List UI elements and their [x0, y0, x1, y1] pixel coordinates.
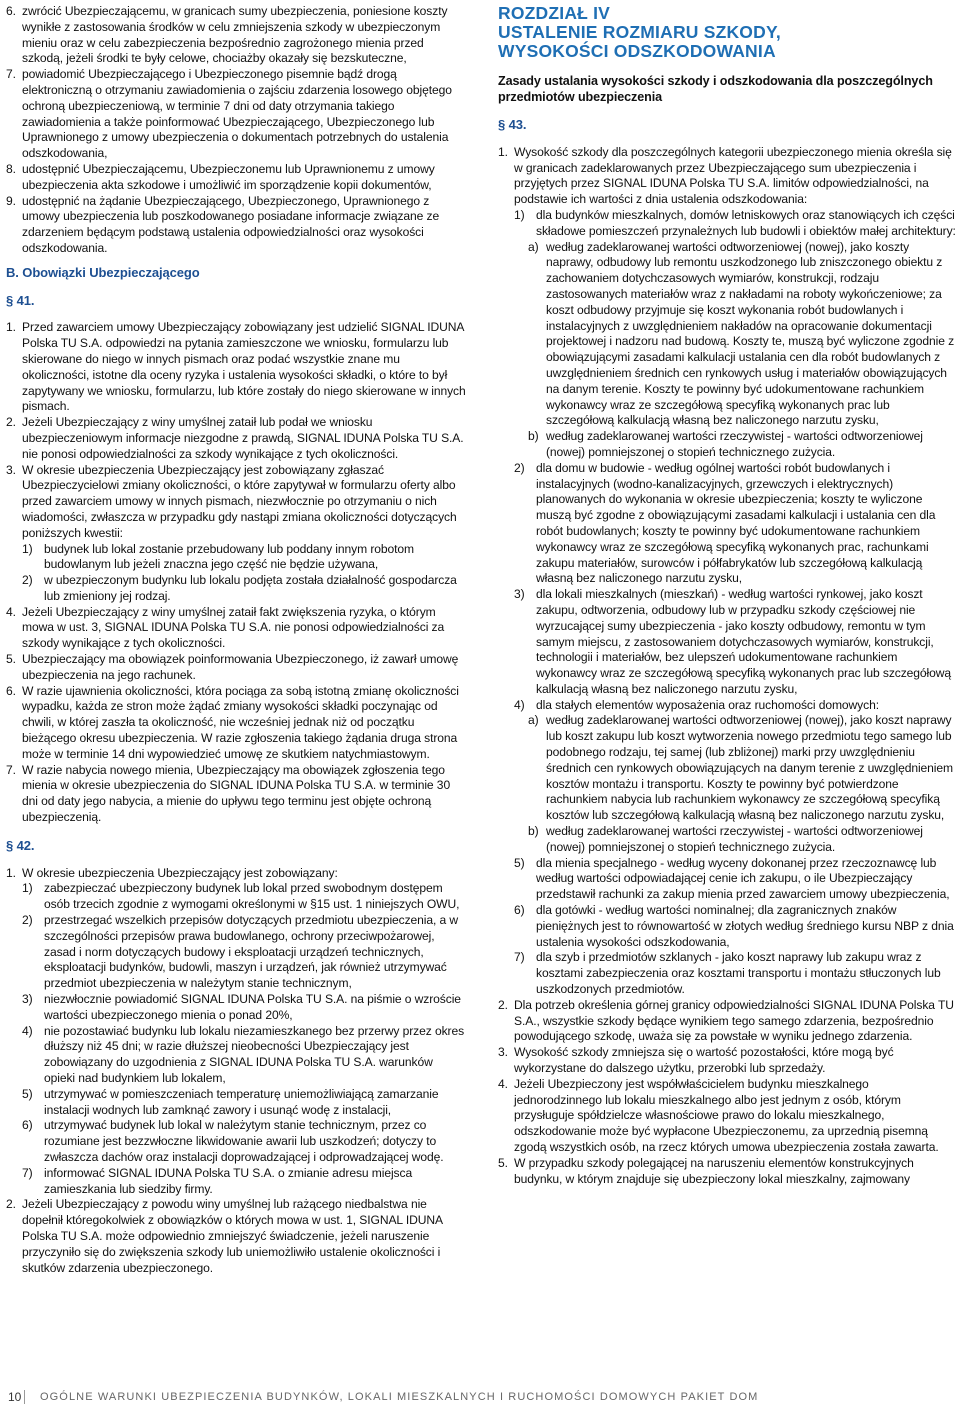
list-item: 4. Jeżeli Ubezpieczający z winy umyślnej zataił fakt zwiększenia ryzyka, o którym mowa w ust. 3, SIGNAL IDUNA Polska TU S.A. nie ponosi odpowiedzialności za szkody wynikające z tych okoliczności. [6, 604, 445, 651]
sub-list-item: 1) budynek lub lokal zostanie przebudowany lub poddany innym robotom budowlanym lub jeżeli znaczna jego część nie będzie używana, [22, 541, 414, 572]
list-item: 7. W razie nabycia nowego mienia, Ubezpieczający ma obowiązek zgłoszenia tego mienia w okresie ubezpieczenia do SIGNAL IDUNA Polska TU S.A. w terminie 30 dni od daty jego nabycia, a mienie do upływu tego terminu jest objęte ochroną ubezpieczenią. [6, 762, 451, 825]
sub-list-item: 7) dla szyb i przedmiotów szklanych - jako koszt naprawy lub zakupu wraz z kosztami zabezpieczenia oraz kosztami transportu i montażu stłuczonych lub uszkodzonych przedmiotów. [514, 950, 941, 997]
section-heading: B. Obowiązki Ubezpieczającego [6, 264, 200, 280]
list-item: 1. Przed zawarciem umowy Ubezpieczający zobowiązany jest udzielić SIGNAL IDUNA Polska TU S.A. odpowiedzi na pytania zamieszczone we wniosku, formularzu lub skierowane do niego w innych pismach oraz podać wszystkie znane mu okoliczności, istotne dla oceny ryzyka i ustalenia wysokości składki, o które to był zapytywany we wniosku, formularzu, lub które zostały do niego skierowane w innych pismach. [6, 320, 466, 414]
list-item: 4. Jeżeli Ubezpieczony jest współwłaścicielem budynku mieszkalnego jednorodzinnego lub lokalu mieszkalnego albo jest jednym z osób, którym przysługuje spółdzielcze własnościowe prawo do lokalu mieszkalnego, odszkodowanie może być wypłacone Ubezpieczonemu, za uprzednią pisemną zgodą wszystkich osób, na rzecz których umowa ubezpieczenia została zawarta. [498, 1076, 939, 1154]
paragraph-mark: § 41. [6, 292, 35, 308]
list-item: 5. Ubezpieczający ma obowiązek poinformowania Ubezpieczonego, iż zawarł umowę ubezpieczenia na jego rachunek. [6, 652, 459, 682]
sub-sub-list-item: b) według zadeklarowanej wartości rzeczywistej - wartości odtworzeniowej (nowej) pomniejszonej o stopień technicznego zużycia. [528, 824, 923, 854]
sub-list-item: 3) niezwłocznie powiadomić SIGNAL IDUNA Polska TU S.A. na piśmie o wzroście wartości ubezpieczonego mienia o ponad 20%, [22, 992, 461, 1022]
section-subheading: Zasady ustalania wysokości szkody i odszkodowania dla poszczególnych przedmiotów ubezpieczenia [498, 74, 933, 104]
sub-list-item: 4) dla stałych elementów wyposażenia oraz ruchomości domowych: [514, 697, 879, 712]
sub-list-item: 5) dla mienia specjalnego - według wyceny dokonanej przez rzeczoznawcę lub według wartości odpowiadającej cenie ich zakupu, o ile Ubezpieczający przedstawił rachunki za zakup mienia przed zawarciem umowy ubezpieczenia, [514, 855, 950, 902]
sub-list-item: 7) informować SIGNAL IDUNA Polska TU S.A. o zmianie adresu miejsca zamieszkania lub siedziby firmy. [22, 1165, 413, 1196]
page-number: 10 [8, 1390, 22, 1404]
sub-list-item: 5) utrzymywać w pomieszczeniach temperaturę uniemożliwiającą zamarzanie instalacji wodnych lub zamknąć zawory i usunąć wodę z instalacji, [22, 1086, 439, 1117]
list-item: 9. udostępnić na żądanie Ubezpieczającego, Ubezpieczonego, Uprawnionego z umowy ubezpieczenia lub poszkodowanego posiadane informacje związane ze zdarzeniem będącym podstawą ustalenia odpowiedzialności oraz wysokości odszkodowania. [6, 193, 440, 255]
sub-list-item: 2) dla domu w budowie - według ogólnej wartości robót budowlanych i instalacyjnych (wodno-kanalizacyjnych, grzewczych i elektrycznych) planowanych do wykonania w okresie ubezpieczenia; koszty te wyliczone muszą być zgodne z obowiązującymi zasadami kalkulacji i ustalania cen dla robót budowlanych; koszty te powinny być udokumentowane rachunkiem wykonawcy wraz ze szczegółową specyfiką wykonanych prac, rachunkami zakupu materiałów, surowców i półfabrykatów lub szczegółową kalkulacją własną bez naliczonego narzutu zysku, [514, 460, 936, 586]
sub-list-item: 6) utrzymywać budynek lub lokal w należytym stanie technicznym, przez co rozumiane jest bezzwłoczne likwidowanie awarii lub uszkodzeń; dotyczy to zwłaszcza dachów oraz instalacji doprowadzającej i odprowadzającej wodę. [22, 1118, 444, 1164]
sub-list-item: 3) dla lokali mieszkalnych (mieszkań) - według wartości rynkowej, jako koszt zakupu, odtworzenia, odbudowy lub w przypadku szkody częściowej nie wyrzucającej sumy ubezpieczenia - jako koszty odbudowy, remontu w tym samym miejscu, z zastosowaniem dotychczasowych wymiarów, konstrukcji, technologii i materiałów, bez ulepszeń udokumentowane rachunkiem wykonawcy wraz ze szczegółową specyfiką wykonanych prac lub szczegółową kalkulacją własną bez naliczonego narzutu zysku, [514, 587, 952, 696]
sub-list-item: 2) przestrzegać wszelkich przepisów dotyczących przedmiotu ubezpieczenia, a w szczególności przepisów prawa budowlanego, ochrony przeciwpożarowej, zasad i norm dotyczących budowy i eksploatacji urządzeń technicznych, eksploatacji budynków, budowli, maszyn i urządzeń, jak również utrzymywać przedmiot ubezpieczenia w należytym stanie technicznym, [22, 913, 459, 991]
list-item: 6. zwrócić Ubezpieczającemu, w granicach sumy ubezpieczenia, poniesione koszty wynikłe z zastosowania środków w celu zmniejszenia szkody w ubezpieczonym mieniu oraz w celu zabezpieczenia bezpośrednio zagrożonego mienia przed szkodą, jeżeli środki te były celowe, chociażby okazały się bezskuteczne, [6, 4, 448, 66]
list-item: 1. Wysokość szkody dla poszczególnych kategorii ubezpieczonego mienia określa się w granicach zadeklarowanych przez Ubezpieczającego sum ubezpieczenia i przyjętych przez SIGNAL IDUNA Polska TU S.A. limitów odpowiedzialności, na podstawie ich wartości z dnia ustalenia odszkodowania: [498, 144, 952, 207]
paragraph-mark: § 42. [6, 837, 35, 853]
list-item: 3. W okresie ubezpieczenia Ubezpieczający jest zobowiązany zgłaszać Ubezpieczycielowi zmiany okoliczności, o które zapytywał w formularzu oferty albo przed zawarciem umowy w innych pismach, niezwłocznie po otrzymaniu o nich wiadomości, zwłaszcza w przypadku gdy nastąpi zmiana okoliczności dotyczących poniższych kwestii: [6, 462, 457, 540]
sub-sub-list-item: b) według zadeklarowanej wartości rzeczywistej - wartości odtworzeniowej (nowej) pomniejszonej o stopień technicznego zużycia. [528, 429, 923, 459]
paragraph-mark: § 43. [498, 117, 527, 132]
sub-sub-list-item: a) według zadeklarowanej wartości odtworzeniowej (nowej), jako koszty naprawy, odbudowy lub remontu uszkodzonego lub zniszczonego obiektu z zachowaniem dotychczasowych wymiarów, konstrukcji, rodzaju zastosowanych materiałów wraz z nakładami na roboty wykończeniowe; za koszt odbudowy przyjmuje się koszt wykonania robót budowlanych i instalacyjnych z uwzględnieniem nakładów na opracowanie dokumentacji projektowej i nadzoru nad budową. Koszty te, muszą być wyliczone zgodnie z obowiązującymi zasadami kalkulacji ustalania cen dla robót budowlanych z uwzględnieniem średnich cen rynkowych usług i materiałów obowiązujących na danym terenie. Koszty te powinny być udokumentowane rachunkiem wykonawcy wraz ze szczegółową specyfiką wykonanych prac lub szczegółową kalkulacją własną bez naliczonego narzutu zysku, [528, 239, 955, 428]
list-item: 6. W razie ujawnienia okoliczności, która pociąga za sobą istotną zmianę okoliczności wypadku, każda ze stron może żądać zmiany wysokości składki poczynając od chwili, w której zaszła ta okoliczność, nie wcześniej jednak niż od początku bieżącego okresu ubezpieczenia. W razie zgłoszenia takiego żądania druga strona może w terminie 14 dni wypowiedzieć umowę ze skutkiem natychmiastowym. [6, 683, 459, 761]
sub-list-item: 2) w ubezpieczonym budynku lub lokalu podjęta została działalność gospodarcza lub zmieniony jej rodzaj. [22, 573, 457, 603]
footer-title: OGÓLNE WARUNKI UBEZPIECZENIA BUDYNKÓW, LOKALI MIESZKALNYCH I RUCHOMOŚCI DOMOWYCH PAKIET DOM [40, 1391, 759, 1403]
page-footer [0, 1388, 960, 1408]
right-column [498, 4, 956, 1187]
list-item: 8. udostępnić Ubezpieczającemu, Ubezpieczonemu lub Uprawnionemu z umowy ubezpieczenia akta szkodowe i umożliwić im sporządzenie kopii dokumentów, [6, 161, 435, 192]
sub-sub-list-item: a) według zadeklarowanej wartości odtworzeniowej (nowej), jako koszt naprawy lub koszt zakupu lub koszt wytworzenia nowego przedmiotu tego samego lub podobnego rodzaju, tej samej (lub zbliżonej) marki przy uwzględnieniu średnich cen rynkowych obowiązujących na danym terenie z uwzględnieniem kosztów montażu i transportu. Koszty te powinny być potwierdzone rachunkiem nabycia lub rachunkiem wykonawcy ze szczegółową specyfiką kosztów lub szczegółową kalkulacją własną bez naliczonego narzutu zysku, [528, 713, 953, 823]
list-item: 1. W okresie ubezpieczenia Ubezpieczający jest zobowiązany: [6, 865, 338, 880]
list-item: 5. W przypadku szkody polegającej na naruszeniu elementów konstrukcyjnych budynku, w którym znajduje się ubezpieczony lokal mieszkalny, zajmowany [498, 1155, 914, 1186]
chapter-title: ROZDZIAŁ IV USTALENIE ROZMIARU SZKODY, WYSOKOŚCI ODSZKODOWANIA [498, 3, 781, 61]
list-item: 2. Dla potrzeb określenia górnej granicy odpowiedzialności SIGNAL IDUNA Polska TU S.A., wszystkie szkody będące wynikiem tego samego zdarzenia, bezpośrednio powodującego szkodę, uważa się za powstałe w wyniku jednego zdarzenia. [498, 997, 954, 1044]
list-item: 3. Wysokość szkody zmniejsza się o wartość pozostałości, które mogą być wykorzystane do dalszego użytku, przerobki lub sprzedaży. [498, 1045, 894, 1076]
footer-divider [24, 1390, 25, 1404]
sub-list-item: 1) dla budynków mieszkalnych, domów letniskowych oraz stanowiących ich części składowe pomieszczeń przynależnych lub budowli i obiektów małej architektury: [514, 207, 956, 238]
list-item: 2. Jeżeli Ubezpieczający z winy umyślnej zataił lub podał we wniosku ubezpieczeniowym informacje niezgodne z prawdą, SIGNAL IDUNA Polska TU S.A. nie ponosi odpowiedzialności za szkody wynikające z tych okoliczności. [6, 415, 464, 461]
sub-list-item: 1) zabezpieczać ubezpieczony budynek lub lokal przed swobodnym dostępem osób trzecich zgodnie z wymogami określonymi w §15 ust. 1 niniejszych OWU, [22, 881, 460, 912]
sub-list-item: 6) dla gotówki - według wartości nominalnej; dla zagranicznych znaków pieniężnych jest to równowartość w złotych według średniego kursu NBP z dnia ustalenia wysokości odszkodowania, [514, 903, 954, 949]
left-column [6, 4, 466, 1276]
list-item: 2. Jeżeli Ubezpieczający z powodu winy umyślnej lub rażącego niedbalstwa nie dopełnił któregokolwiek z obowiązków o których mowa w ust. 1, SIGNAL IDUNA Polska TU S.A. może odpowiednio zmniejszyć świadczenie, jeżeli naruszenie przyczyniło się do zwiększenia szkody lub uniemożliwiło ustalenie okoliczności i skutków zdarzenia ubezpieczonego. [6, 1197, 443, 1275]
sub-list-item: 4) nie pozostawiać budynku lub lokalu niezamieszkanego bez przerwy przez okres dłuższy niż 45 dni; w razie dłuższej nieobecności Ubezpieczający jest zobowiązany do uzgodnienia z SIGNAL IDUNA Polska TU S.A. warunków opieki nad budynkiem lub lokalem, [22, 1023, 465, 1085]
list-item: 7. powiadomić Ubezpieczającego i Ubezpieczonego pisemnie bądź drogą elektroniczną o otrzymaniu zawiadomienia o zajściu zdarzenia losowego objętego ochroną ubezpieczeniową, w terminie 7 dni od daty otrzymania takiego zawiadomienia a także poinformować Ubezpieczającego, Ubezpieczonego lub Uprawnionego z umowy ubezpieczenia o dokumentach potrzebnych do ustalenia odszkodowania, [6, 67, 452, 161]
